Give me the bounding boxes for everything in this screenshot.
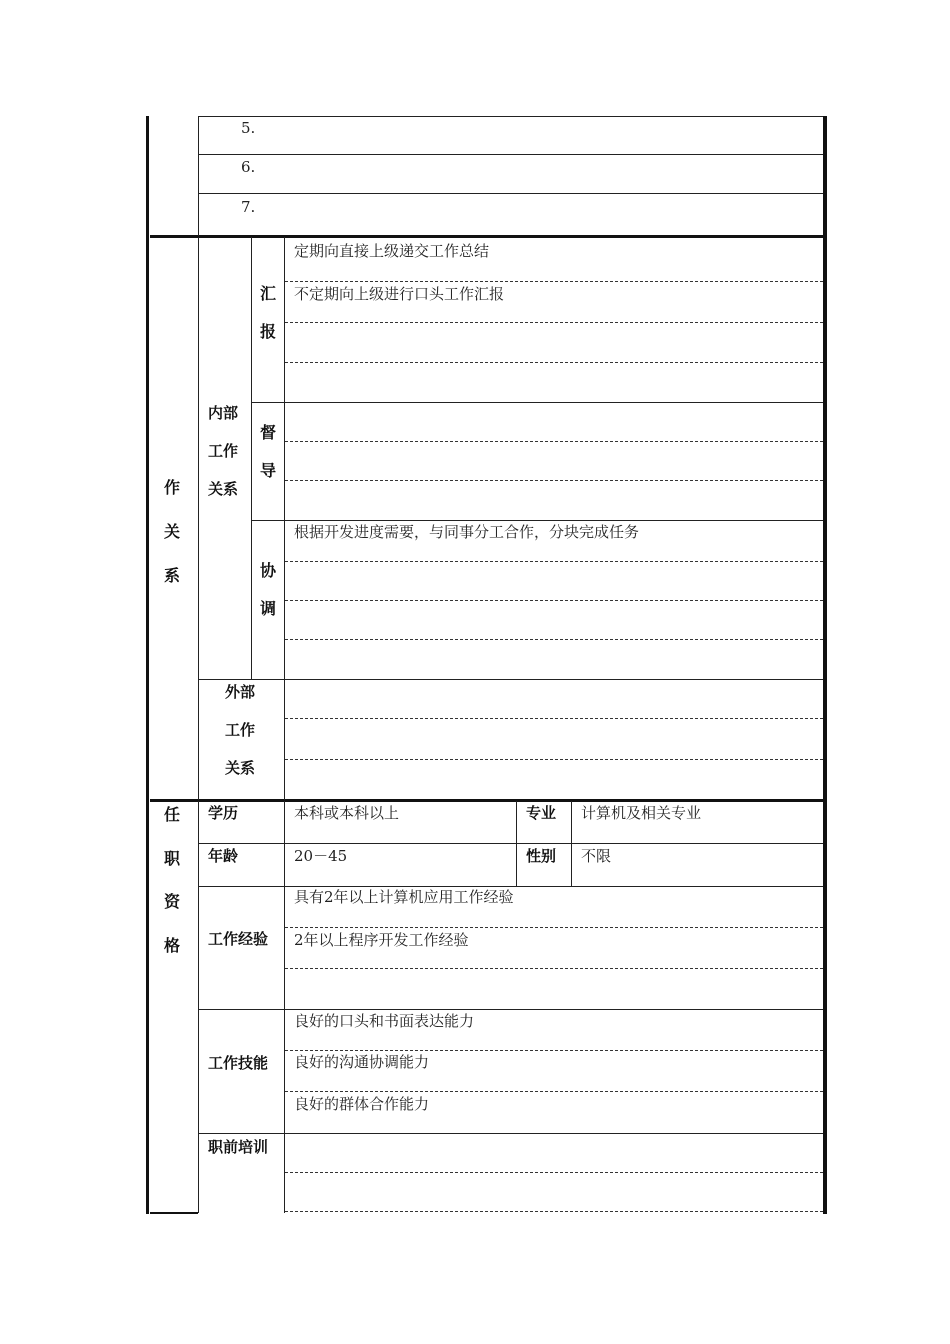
coordinate-dash-1 — [285, 561, 823, 562]
row-number-7: 7. — [241, 198, 256, 216]
report-label-char-2: 报 — [260, 322, 277, 341]
coordinate-dash-3 — [285, 639, 823, 640]
experience-line-2: 2年以上程序开发工作经验 — [294, 931, 469, 949]
section-divider-middle — [150, 799, 823, 802]
external-label-line-3: 关系 — [225, 759, 256, 777]
report-dash-1 — [285, 281, 823, 282]
row-line-2 — [198, 154, 823, 155]
qual-label-char-4: 格 — [164, 936, 181, 955]
coordinate-line-1: 根据开发进度需要，与同事分工合作，分块完成任务 — [294, 523, 640, 541]
major-label: 专业 — [526, 804, 557, 822]
experience-line-1: 具有2年以上计算机应用工作经验 — [294, 888, 514, 906]
qual-row-line-1 — [198, 843, 823, 844]
row-line-1 — [198, 116, 823, 117]
report-bottom-line — [251, 402, 823, 403]
supervise-label-char-2: 导 — [260, 461, 277, 480]
skills-dash-2 — [285, 1091, 823, 1092]
experience-dash-2 — [285, 968, 823, 969]
age-label: 年龄 — [208, 847, 239, 865]
qual-label-char-1: 任 — [164, 805, 181, 824]
relations-label-char-3: 系 — [164, 566, 181, 585]
supervise-label-char-1: 督 — [260, 423, 277, 442]
supervise-bottom-line — [251, 520, 823, 521]
row-line-3 — [198, 193, 823, 194]
internal-label-line-1: 内部 — [208, 404, 239, 422]
report-line-2: 不定期向上级进行口头工作汇报 — [294, 285, 505, 303]
row-number-6: 6. — [241, 158, 256, 176]
supervise-dash-2 — [285, 480, 823, 481]
skills-line-1: 良好的口头和书面表达能力 — [294, 1012, 475, 1030]
supervise-dash-1 — [285, 441, 823, 442]
skills-line-2: 良好的沟通协调能力 — [294, 1053, 430, 1071]
training-dash-2 — [285, 1211, 823, 1212]
coordinate-dash-2 — [285, 600, 823, 601]
internal-label-line-3: 关系 — [208, 480, 239, 498]
education-label: 学历 — [208, 804, 239, 822]
relations-label-char-2: 关 — [164, 522, 181, 541]
internal-label-line-2: 工作 — [208, 442, 239, 460]
qual-label-char-2: 职 — [164, 849, 181, 868]
coordinate-label-char-1: 协 — [260, 561, 277, 580]
top-rows-left-line — [198, 116, 199, 236]
qual-left-line — [198, 801, 199, 1213]
external-dash-2 — [285, 759, 823, 760]
training-dash-1 — [285, 1172, 823, 1173]
report-label-char-1: 汇 — [260, 284, 277, 303]
qual-content-left-line — [284, 801, 285, 1213]
experience-dash-1 — [285, 927, 823, 928]
relations-label-char-1: 作 — [164, 478, 181, 497]
qual-row-line-4 — [198, 1133, 823, 1134]
left-border — [146, 116, 149, 1214]
relations-left-line — [198, 237, 199, 800]
age-value: 20－45 — [294, 847, 348, 865]
qual-label-char-3: 资 — [164, 892, 181, 911]
skills-line-3: 良好的群体合作能力 — [294, 1095, 430, 1113]
coordinate-label-char-2: 调 — [260, 599, 277, 618]
training-label: 职前培训 — [208, 1138, 269, 1156]
education-value: 本科或本科以上 — [294, 804, 400, 822]
internal-right-line — [251, 237, 252, 679]
experience-label: 工作经验 — [208, 930, 269, 948]
external-label-line-2: 工作 — [225, 721, 256, 739]
bottom-left-line — [150, 1212, 198, 1214]
external-label-line-1: 外部 — [225, 683, 256, 701]
skills-label: 工作技能 — [208, 1054, 269, 1072]
gender-label: 性别 — [526, 847, 557, 865]
qual-row-line-2 — [198, 886, 823, 887]
report-dash-3 — [285, 362, 823, 363]
qual-row-line-3 — [198, 1009, 823, 1010]
internal-bottom-line — [198, 679, 823, 680]
gender-value: 不限 — [581, 847, 612, 865]
external-dash-1 — [285, 718, 823, 719]
row-number-5: 5. — [241, 119, 256, 137]
skills-dash-1 — [285, 1050, 823, 1051]
right-border — [823, 116, 827, 1214]
report-line-1: 定期向直接上级递交工作总结 — [294, 242, 490, 260]
report-dash-2 — [285, 322, 823, 323]
major-value: 计算机及相关专业 — [581, 804, 702, 822]
